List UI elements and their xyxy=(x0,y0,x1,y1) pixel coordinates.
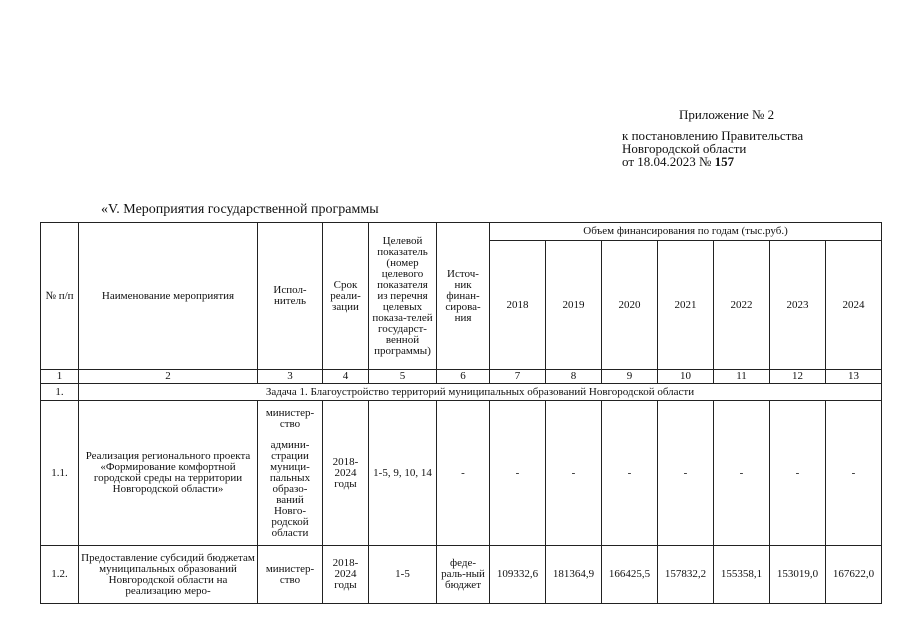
row-value: 166425,5 xyxy=(602,546,658,604)
column-number: 9 xyxy=(602,370,658,384)
column-number: 1 xyxy=(41,370,79,384)
row-executor xyxy=(258,401,323,546)
row-indicator: 1-5, 9, 10, 14 xyxy=(369,401,437,546)
measures-table xyxy=(40,222,882,604)
header-year: 2021 xyxy=(658,241,714,370)
column-number: 11 xyxy=(714,370,770,384)
row-name: Предоставление субсидий бюджетам муниципальных образований Новгородской области на реализацию меро- xyxy=(79,546,258,604)
row-name: Реализация регионального проекта «Формирование комфортной городской среды на территории Новгородской области» xyxy=(79,401,258,546)
appendix-line-region: Новгородской области xyxy=(622,141,747,156)
row-value: 157832,2 xyxy=(658,546,714,604)
row-value: - xyxy=(658,401,714,546)
column-number: 2 xyxy=(79,370,258,384)
header-term: Срок реали-зации xyxy=(323,223,369,370)
header-indicator: Целевой показатель (номер целевого показателя из перечня целевых показа-телей государст-венной программы) xyxy=(369,223,437,370)
appendix-line-decree: к постановлению Правительства xyxy=(622,128,804,143)
appendix-title: Приложение № 2 xyxy=(679,107,775,122)
column-number: 7 xyxy=(490,370,546,384)
table-row xyxy=(41,546,882,604)
appendix-block xyxy=(622,108,803,168)
header-year: 2020 xyxy=(602,241,658,370)
row-value: 181364,9 xyxy=(546,546,602,604)
header-row-1 xyxy=(41,223,882,241)
table-row xyxy=(41,401,882,546)
row-indicator: 1-5 xyxy=(369,546,437,604)
header-financing: Объем финансирования по годам (тыс.руб.) xyxy=(490,223,882,241)
header-name: Наименование мероприятия xyxy=(79,223,258,370)
row-executor: министер-ство xyxy=(258,546,323,604)
row-value: 155358,1 xyxy=(714,546,770,604)
task-title: Задача 1. Благоустройство территорий муниципальных образований Новгородской области xyxy=(79,384,882,401)
appendix-line-date xyxy=(622,155,803,168)
column-number: 6 xyxy=(437,370,490,384)
row-num: 1.2. xyxy=(41,546,79,604)
header-executor: Испол-нитель xyxy=(258,223,323,370)
row-num: 1.1. xyxy=(41,401,79,546)
row-value: - xyxy=(602,401,658,546)
header-year: 2022 xyxy=(714,241,770,370)
appendix-number: 157 xyxy=(714,154,735,169)
header-year: 2019 xyxy=(546,241,602,370)
appendix-date: от 18.04.2023 № xyxy=(622,154,712,169)
row-value: - xyxy=(546,401,602,546)
row-value: - xyxy=(826,401,882,546)
row-value: - xyxy=(770,401,826,546)
task-num: 1. xyxy=(41,384,79,401)
header-year: 2018 xyxy=(490,241,546,370)
task-row xyxy=(41,384,882,401)
column-number: 3 xyxy=(258,370,323,384)
row-executor-administrations: админи-страции муници-пальных образо-ваний Новго-родской области xyxy=(269,438,311,539)
header-year: 2023 xyxy=(770,241,826,370)
row-value: 153019,0 xyxy=(770,546,826,604)
row-executor-ministry: министер-ство xyxy=(265,406,315,430)
row-source: - xyxy=(437,401,490,546)
section-title: «V. Мероприятия государственной программы xyxy=(101,202,379,217)
column-number: 12 xyxy=(770,370,826,384)
row-value: 109332,6 xyxy=(490,546,546,604)
column-number: 13 xyxy=(826,370,882,384)
row-term: 2018-2024 годы xyxy=(323,401,369,546)
column-number: 10 xyxy=(658,370,714,384)
header-source: Источ-ник финан-сирова-ния xyxy=(437,223,490,370)
column-number: 4 xyxy=(323,370,369,384)
row-term: 2018-2024 годы xyxy=(323,546,369,604)
column-number: 8 xyxy=(546,370,602,384)
column-number: 5 xyxy=(369,370,437,384)
header-num: № п/п xyxy=(41,223,79,370)
row-value: - xyxy=(714,401,770,546)
header-year: 2024 xyxy=(826,241,882,370)
row-value: 167622,0 xyxy=(826,546,882,604)
row-value: - xyxy=(490,401,546,546)
row-source: феде-раль-ный бюджет xyxy=(437,546,490,604)
column-number-row xyxy=(41,370,882,384)
